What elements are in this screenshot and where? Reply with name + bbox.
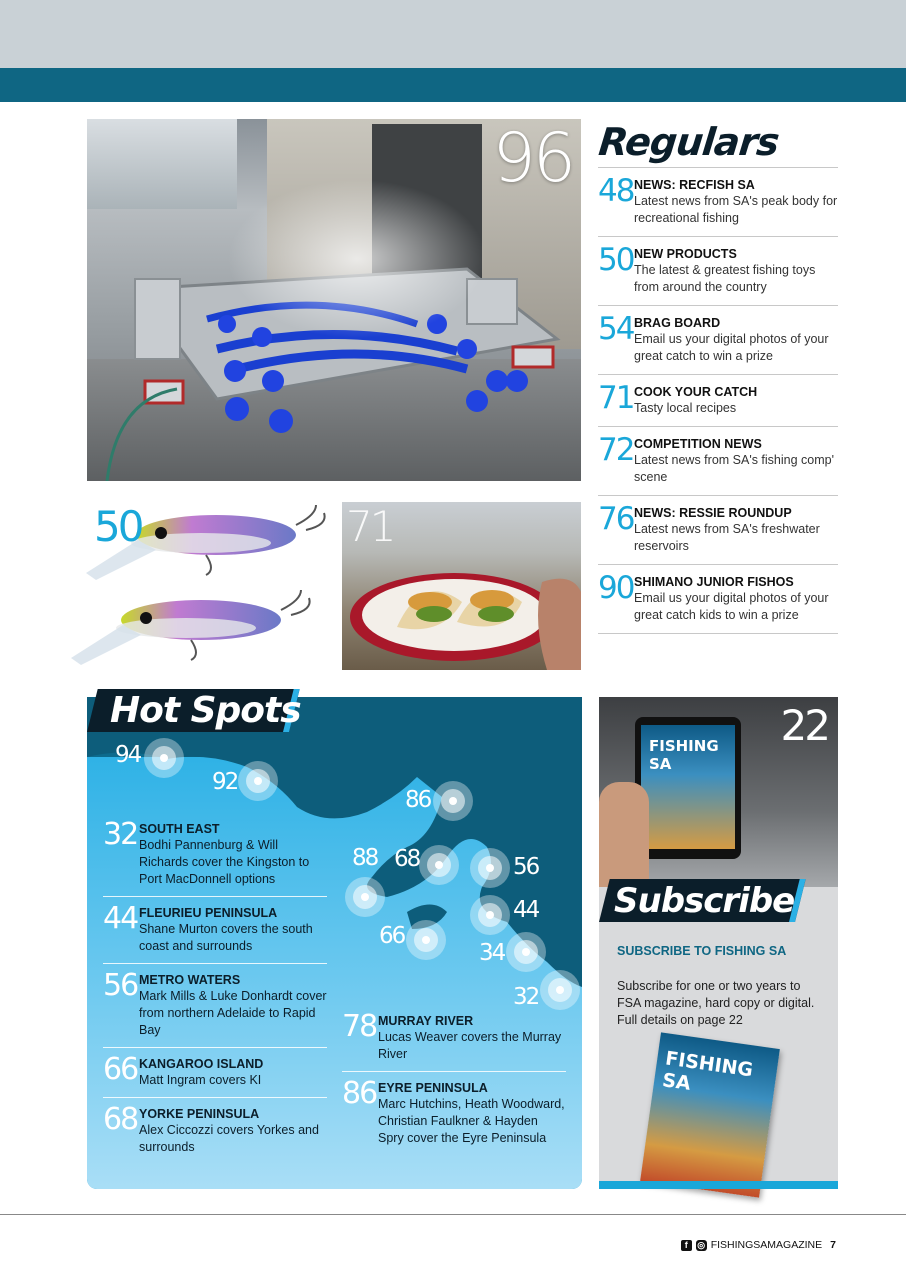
- hot-spot-page: 56: [103, 968, 138, 1003]
- hot-spot-title: SOUTH EAST: [139, 822, 220, 836]
- regulars-item-page: 48: [598, 173, 634, 209]
- hot-spot-eyre-peninsula: [342, 1072, 566, 1155]
- top-teal-band: [0, 68, 906, 102]
- page-number: 7: [830, 1239, 836, 1251]
- hot-spot-desc: Alex Ciccozzi covers Yorkes and surrounds: [139, 1123, 319, 1154]
- regulars-item-desc: Tasty local recipes: [634, 401, 737, 415]
- facebook-icon[interactable]: f: [681, 1240, 692, 1251]
- tablet-screen: [641, 725, 735, 849]
- subscribe-page-number: 22: [780, 701, 828, 750]
- regulars-item-title: BRAG BOARD: [634, 316, 721, 330]
- map-pin-label: 86: [405, 787, 431, 813]
- regulars-item-page: 54: [598, 311, 634, 347]
- regulars-item-title: COOK YOUR CATCH: [634, 385, 758, 399]
- water-spray: [227, 179, 487, 339]
- hot-spots-right-list: [342, 1005, 566, 1155]
- regulars-item-desc: Email us your digital photos of your great catch to win a prize: [634, 332, 829, 363]
- hot-spot-title: YORKE PENINSULA: [139, 1107, 260, 1121]
- regulars-item-page: 72: [598, 432, 634, 468]
- subscribe-bottom-bar: [599, 1181, 838, 1189]
- hot-spot-page: 86: [342, 1076, 377, 1111]
- map-pin-86: [433, 781, 473, 821]
- hot-spot-desc: Mark Mills & Luke Donhardt cover from northern Adelaide to Rapid Bay: [139, 989, 327, 1037]
- regulars-item-desc: Latest news from SA's fishing comp' scene: [634, 453, 834, 484]
- hot-spots-heading: Hot Spots: [110, 690, 301, 731]
- tablet-device: [635, 717, 741, 859]
- regulars-list: [598, 167, 838, 634]
- tablet-masthead: FISHING SA: [649, 737, 719, 773]
- map-pin-label: 94: [115, 742, 141, 768]
- map-pin-label: 32: [513, 984, 539, 1010]
- map-pin-68: [419, 845, 459, 885]
- regulars-item-desc: Latest news from SA's peak body for recreational fishing: [634, 194, 838, 225]
- regulars-item-page: 76: [598, 501, 634, 537]
- hot-spots-panel: [87, 697, 582, 1189]
- magazine-masthead: FISHING SA: [660, 1047, 755, 1095]
- regulars-item-junior-fishos: [598, 565, 838, 634]
- map-pin-44: [470, 895, 510, 935]
- map-pin-label: 68: [394, 846, 420, 872]
- hand: [599, 782, 649, 887]
- subscribe-description: Subscribe for one or two years to FSA magazine, hard copy or digital. Full details on page 22: [617, 979, 815, 1027]
- regulars-item-title: NEW PRODUCTS: [634, 247, 737, 261]
- hot-spot-title: MURRAY RIVER: [378, 1014, 474, 1028]
- footer-rule: [0, 1214, 906, 1215]
- map-pin-94: [144, 738, 184, 778]
- hot-spot-page: 32: [103, 817, 138, 852]
- map-pin-92: [238, 761, 278, 801]
- regulars-item-title: NEWS: RECFISH SA: [634, 178, 755, 192]
- instagram-icon[interactable]: ◎: [697, 1239, 706, 1250]
- hot-spot-title: KANGAROO ISLAND: [139, 1057, 264, 1071]
- hot-spot-page: 78: [342, 1009, 377, 1044]
- regulars-item-page: 71: [598, 380, 634, 416]
- regulars-item-ressie-roundup: [598, 496, 838, 565]
- map-pin-label: 44: [513, 897, 539, 923]
- map-pin-34: [506, 932, 546, 972]
- regulars-heading: Regulars: [596, 120, 781, 164]
- fish-tacos-photo: [342, 502, 581, 670]
- footer-handle: FISHINGSAMAGAZINE: [710, 1239, 823, 1251]
- hot-spots-left-list: [103, 813, 327, 1164]
- lures-page-number: 50: [94, 502, 142, 551]
- regulars-item-recfish: [598, 168, 838, 237]
- hot-spot-desc: Lucas Weaver covers the Murray River: [378, 1030, 562, 1061]
- regulars-item-title: COMPETITION NEWS: [634, 437, 762, 451]
- subscribe-subheading[interactable]: SUBSCRIBE TO FISHING SA: [617, 944, 787, 958]
- map-pin-label: 88: [352, 845, 378, 871]
- regulars-item-desc: Email us your digital photos of your great catch kids to win a prize: [634, 591, 829, 622]
- hot-spot-page: 44: [103, 901, 138, 936]
- map-pin-88: [345, 877, 385, 917]
- hot-spot-fleurieu: [103, 897, 327, 964]
- regulars-item-title: NEWS: RESSIE ROUNDUP: [634, 506, 792, 520]
- regulars-item-brag-board: [598, 306, 838, 375]
- hot-spot-kangaroo-island: [103, 1048, 327, 1098]
- map-pin-label: 56: [513, 854, 539, 880]
- hot-spot-desc: Shane Murton covers the south coast and surrounds: [139, 922, 313, 953]
- hot-spot-page: 68: [103, 1102, 138, 1137]
- trailer-page-number: 96: [492, 119, 573, 198]
- hot-spot-desc: Bodhi Pannenburg & Will Richards cover the Kingston to Port MacDonnell options: [139, 838, 310, 886]
- map-pin-label: 66: [379, 923, 405, 949]
- hot-spot-desc: Matt Ingram covers KI: [139, 1073, 262, 1087]
- hot-spot-title: FLEURIEU PENINSULA: [139, 906, 278, 920]
- map-pin-32: [540, 970, 580, 1010]
- hot-spot-title: METRO WATERS: [139, 973, 241, 987]
- map-pin-56: [470, 848, 510, 888]
- hot-spot-murray-river: [342, 1005, 566, 1072]
- regulars-item-page: 90: [598, 570, 634, 606]
- subscribe-heading: Subscribe: [614, 881, 795, 921]
- hot-spot-yorke-peninsula: [103, 1098, 327, 1164]
- tablet-photo: [599, 697, 838, 887]
- hot-spot-south-east: [103, 813, 327, 897]
- map-pin-label: 92: [212, 769, 238, 795]
- hot-spot-metro-waters: [103, 964, 327, 1048]
- tacos-page-number: 71: [346, 502, 394, 551]
- regulars-item-new-products: [598, 237, 838, 306]
- hot-spot-desc: Marc Hutchins, Heath Woodward, Christian Faulkner & Hayden Spry cover the Eyre Peninsula: [378, 1097, 565, 1145]
- hot-spot-title: EYRE PENINSULA: [378, 1081, 488, 1095]
- map-pin-66: [406, 920, 446, 960]
- regulars-item-cook-your-catch: [598, 375, 838, 427]
- hot-spot-page: 66: [103, 1052, 138, 1087]
- regulars-item-title: SHIMANO JUNIOR FISHOS: [634, 575, 794, 589]
- boat-trailer-photo: [87, 119, 581, 481]
- regulars-item-page: 50: [598, 242, 634, 278]
- map-pin-label: 34: [479, 940, 505, 966]
- magazine-cover: [640, 1032, 780, 1197]
- top-grey-band: [0, 0, 906, 68]
- regulars-item-competition-news: [598, 427, 838, 496]
- footer: [681, 1239, 836, 1251]
- regulars-item-desc: Latest news from SA's freshwater reservoirs: [634, 522, 820, 553]
- regulars-item-desc: The latest & greatest fishing toys from around the country: [634, 263, 816, 294]
